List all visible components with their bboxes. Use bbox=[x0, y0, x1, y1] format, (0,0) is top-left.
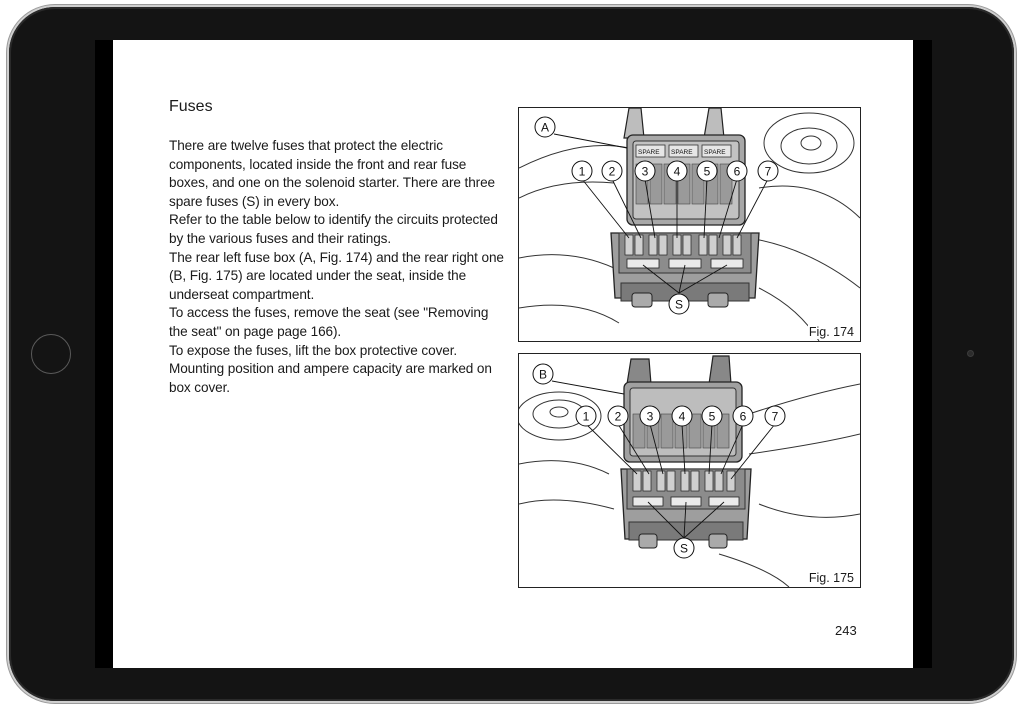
spare-label: SPARE bbox=[671, 149, 693, 156]
box-label-a: A bbox=[540, 120, 550, 135]
camera-icon bbox=[967, 350, 974, 357]
document-page bbox=[113, 40, 913, 668]
callout-7: 7 bbox=[764, 164, 772, 179]
box-label-b: B bbox=[538, 367, 548, 382]
section-title: Fuses bbox=[169, 98, 213, 115]
body-text bbox=[169, 137, 509, 397]
page-number: 243 bbox=[835, 623, 857, 638]
paragraph: Mounting position and ampere capacity are marked on box cover. bbox=[169, 361, 492, 395]
callout-1: 1 bbox=[578, 164, 586, 179]
paragraph: Refer to the table below to identify the circuits protected by the various fuses and their ratings. bbox=[169, 212, 498, 246]
fuse-box-illustration-b bbox=[519, 354, 860, 587]
callout-5: 5 bbox=[708, 409, 716, 424]
paragraph: To access the fuses, remove the seat (see "Removing the seat" on page page 166). bbox=[169, 305, 489, 339]
callout-2: 2 bbox=[608, 164, 616, 179]
callout-2: 2 bbox=[614, 409, 622, 424]
callout-7: 7 bbox=[771, 409, 779, 424]
figure-caption: Fig. 175 bbox=[808, 571, 854, 585]
figure-174 bbox=[518, 107, 861, 342]
figure-175 bbox=[518, 353, 861, 588]
home-button[interactable] bbox=[31, 334, 71, 374]
paragraph: There are twelve fuses that protect the electric components, located inside the front and rear fuse boxes, and one on the solenoid starter. There are three spare fuses (S) in every box. bbox=[169, 138, 496, 209]
paragraph: To expose the fuses, lift the box protective cover. bbox=[169, 342, 458, 358]
callout-3: 3 bbox=[641, 164, 649, 179]
callout-4: 4 bbox=[678, 409, 686, 424]
callout-spare: S bbox=[679, 541, 689, 556]
callout-spare: S bbox=[674, 297, 684, 312]
spare-label: SPARE bbox=[638, 149, 660, 156]
callout-6: 6 bbox=[739, 409, 747, 424]
tablet-frame bbox=[9, 7, 1014, 701]
paragraph: The rear left fuse box (A, Fig. 174) and the rear right one (B, Fig. 175) are located under the seat, inside the underseat compartment. bbox=[169, 249, 504, 302]
callout-1: 1 bbox=[582, 409, 590, 424]
callout-6: 6 bbox=[733, 164, 741, 179]
callout-4: 4 bbox=[673, 164, 681, 179]
screen bbox=[95, 40, 932, 668]
figure-caption: Fig. 174 bbox=[808, 325, 854, 339]
spare-label: SPARE bbox=[704, 149, 726, 156]
fuse-box-illustration-a bbox=[519, 108, 860, 341]
callout-5: 5 bbox=[703, 164, 711, 179]
callout-3: 3 bbox=[646, 409, 654, 424]
